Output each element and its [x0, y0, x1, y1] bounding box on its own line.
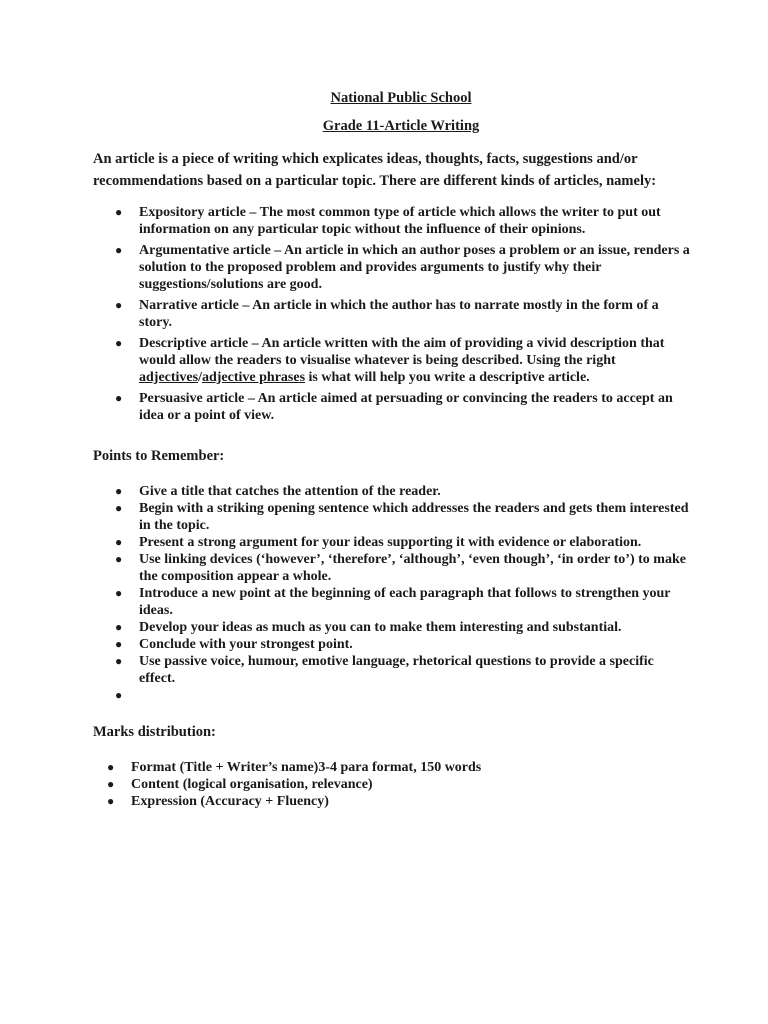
list-item: [93, 242, 693, 293]
list-item-text: Develop your ideas as much as you can to make them interesting and substantial.: [139, 620, 622, 635]
bullet-icon: ●: [115, 688, 123, 702]
list-item-text: Content (logical organisation, relevance): [131, 777, 373, 792]
bullet-icon: ●: [115, 484, 123, 498]
bullet-icon: ●: [115, 243, 123, 257]
intro-paragraph: An article is a piece of writing which explicates ideas, thoughts, facts, suggestions and/or recommendations based on a particular topic. There are different kinds of articles, namely:: [93, 151, 657, 189]
list-item: [93, 636, 693, 653]
list-item: [93, 759, 693, 776]
bullet-icon: ●: [115, 535, 123, 549]
bullet-icon: ●: [107, 794, 115, 808]
list-item: [93, 500, 693, 534]
list-item: [93, 335, 693, 386]
list-item-text: Give a title that catches the attention of the reader.: [139, 484, 441, 499]
list-item-text: Begin with a striking opening sentence which addresses the readers and gets them interested in the topic.: [139, 501, 689, 533]
school-title: National Public School: [330, 90, 472, 106]
list-item-text: Format (Title + Writer’s name)3-4 para format, 150 words: [131, 760, 482, 775]
adjectives-link[interactable]: adjectives: [139, 370, 199, 385]
list-item-text: Present a strong argument for your ideas supporting it with evidence or elaboration.: [139, 535, 642, 550]
list-item-text: Expository article – The most common type of article which allows the writer to put out information on any particular topic without the influence of their opinions.: [139, 205, 661, 237]
points-heading: Points to Remember:: [93, 448, 225, 464]
bullet-icon: ●: [115, 637, 123, 651]
bullet-icon: ●: [115, 391, 123, 405]
bullet-icon: ●: [107, 777, 115, 791]
document-page: [93, 86, 693, 810]
list-item: [93, 551, 693, 585]
list-item-text-end: is what will help you write a descriptive article.: [305, 370, 590, 385]
list-item: [93, 534, 693, 551]
list-item: [93, 204, 693, 238]
list-item-text: Expression (Accuracy + Fluency): [131, 794, 329, 809]
document-subtitle: Grade 11-Article Writing: [322, 118, 480, 134]
marks-heading: Marks distribution:: [93, 724, 216, 740]
bullet-icon: ●: [115, 205, 123, 219]
bullet-icon: ●: [115, 620, 123, 634]
list-item: [93, 297, 693, 331]
list-item: [93, 619, 693, 636]
list-item: [93, 793, 693, 810]
list-item-text: Introduce a new point at the beginning of each paragraph that follows to strengthen your ideas.: [139, 586, 671, 618]
bullet-icon: ●: [115, 298, 123, 312]
list-item-text: Persuasive article – An article aimed at persuading or convincing the readers to accept an idea or a point of view.: [139, 391, 673, 423]
bullet-icon: ●: [115, 336, 123, 350]
points-list: [93, 483, 693, 704]
list-item: [93, 390, 693, 424]
list-item-text: Narrative article – An article in which the author has to narrate mostly in the form of a story.: [139, 298, 659, 330]
list-item: [93, 776, 693, 793]
list-item-text: Use passive voice, humour, emotive language, rhetorical questions to provide a specific effect.: [139, 654, 654, 686]
list-item-text: [139, 688, 143, 703]
bullet-icon: ●: [115, 586, 123, 600]
list-item-text: Conclude with your strongest point.: [139, 637, 353, 652]
bullet-icon: ●: [107, 760, 115, 774]
list-item-text: Use linking devices (‘however’, ‘therefore’, ‘although’, ‘even though’, ‘in order to’) to make the composition appear a whole.: [139, 552, 686, 584]
article-types-list: [93, 204, 693, 424]
bullet-icon: ●: [115, 654, 123, 668]
list-item: [93, 483, 693, 500]
link-separator: /: [198, 370, 202, 385]
list-item-text: Argumentative article – An article in which an author poses a problem or an issue, renders a solution to the proposed problem and provides arguments to justify why their suggestions/solutions are good.: [139, 243, 690, 292]
list-item-text: Descriptive article – An article written with the aim of providing a vivid description that would allow the readers to visualise whatever is being described. Using the right: [139, 336, 665, 368]
list-item: [93, 653, 693, 687]
list-item: [93, 585, 693, 619]
bullet-icon: ●: [115, 552, 123, 566]
adjective-phrases-link[interactable]: adjective phrases: [201, 370, 306, 385]
marks-list: [93, 759, 693, 810]
bullet-icon: ●: [115, 501, 123, 515]
list-item: [93, 687, 693, 704]
